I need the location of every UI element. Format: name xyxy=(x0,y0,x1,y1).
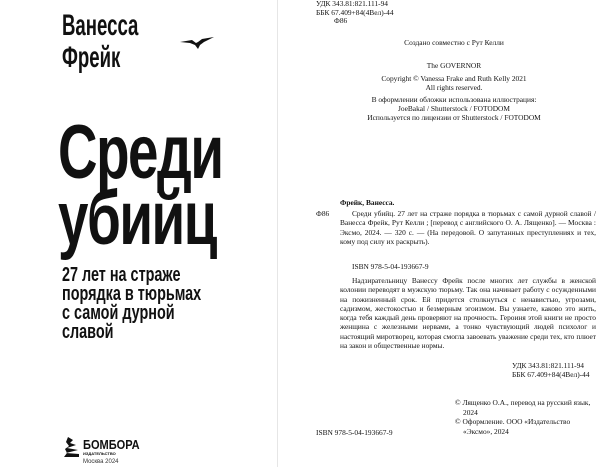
copyright-notices xyxy=(455,398,600,436)
title-page xyxy=(0,0,278,467)
subtitle-line: славой xyxy=(62,321,114,343)
subtitle-line: 27 лет на страже xyxy=(62,264,181,286)
subtitle-line: порядка в тюрьмах xyxy=(62,283,202,305)
book-title xyxy=(58,110,223,261)
bbk-code: ББК 67.409+84(4Вел)-44 xyxy=(316,7,394,17)
rights-line: All rights reserved. xyxy=(425,82,483,92)
city-year: Москва 2024 xyxy=(83,459,119,465)
udk-code: УДК 343.81:821.111-94 xyxy=(512,361,585,370)
annotation: Надзирательницу Ванессу Фрейк после многих лет службы в женской колонии переводят в мужскую тюрьму. Так она начинает работу с осужденными на пожизненный срок. Ей придется столкнуться с ненавистью, угрозами, садизмом, жестокостью и безмерным эгоизмом. Вы узнаете, каково это жить, когда тебя каждый день проверяют на прочность. Героиня этой книги не просто женщина с железными нервами, а тонко чувствующий людей психолог и настоящий миротворец, которая смогла завоевать уважение среди тех, кто плюет на закон и общественные нормы. xyxy=(340,276,596,351)
copyright-block xyxy=(339,75,569,93)
bbk-code: ББК 67.409+84(4Вел)-44 xyxy=(512,370,590,379)
author-code: Ф86 xyxy=(334,16,348,25)
catalog-author: Фрейк, Ванесса. xyxy=(340,198,395,207)
cover-credits xyxy=(334,96,574,122)
isbn: ISBN 978-5-04-193667-9 xyxy=(352,262,429,271)
cover-credit: JoeBakal / Shutterstock / FOTODOM xyxy=(398,103,510,113)
author-name xyxy=(62,10,138,74)
catalog-entry: Среди убийц. 27 лет на страже порядка в тюрьмах с самой дурной славой / Ванесса Фрейк, Рут Келли ; [перевод с английского О. А. Лященко]. — Москва : Эксмо, 2024. — 320 с. — (На передовой. О запутанных преступлениях и тех, кому под силу их раскрыть). xyxy=(340,209,596,246)
cover-note: В оформлении обложки использована иллюстрация: xyxy=(371,95,537,104)
copyright-page xyxy=(279,0,600,467)
copyright-line: Copyright © Vanessa Frake and Ruth Kelly 2021 xyxy=(381,74,527,83)
design-copyright: © Оформление. ООО «Издательство «Эксмо», 2024 xyxy=(455,417,571,436)
publisher-subtitle: ИЗДАТЕЛЬСТВО xyxy=(83,450,116,456)
isbn-bottom: ISBN 978-5-04-193667-9 xyxy=(316,428,393,437)
bird-icon xyxy=(180,36,214,50)
catalog-code: Ф86 xyxy=(316,209,330,218)
bottom-classification xyxy=(512,361,590,379)
publisher-name: БОМБОРА xyxy=(83,436,140,452)
translation-copyright: © Лященко О.А., перевод на русский язык, 2024 xyxy=(455,398,591,417)
author-first-name: Ванесса xyxy=(62,9,139,42)
publisher-logo-icon xyxy=(64,437,80,457)
original-title: The GOVERNOR xyxy=(426,61,482,70)
subtitle-line: с самой дурной xyxy=(62,302,175,324)
title-line: Среди xyxy=(58,110,223,195)
publisher-logo xyxy=(64,437,150,457)
created-with: Создано совместно с Рут Келли xyxy=(404,38,504,47)
book-subtitle xyxy=(62,266,201,342)
top-classification xyxy=(316,0,394,26)
author-last-name: Фрейк xyxy=(62,41,121,74)
title-line: убийц xyxy=(58,176,216,261)
udk-code: УДК 343.81:821.111-94 xyxy=(316,0,389,8)
license-note: Используется по лицензии от Shutterstock / FOTODOM xyxy=(367,112,541,122)
